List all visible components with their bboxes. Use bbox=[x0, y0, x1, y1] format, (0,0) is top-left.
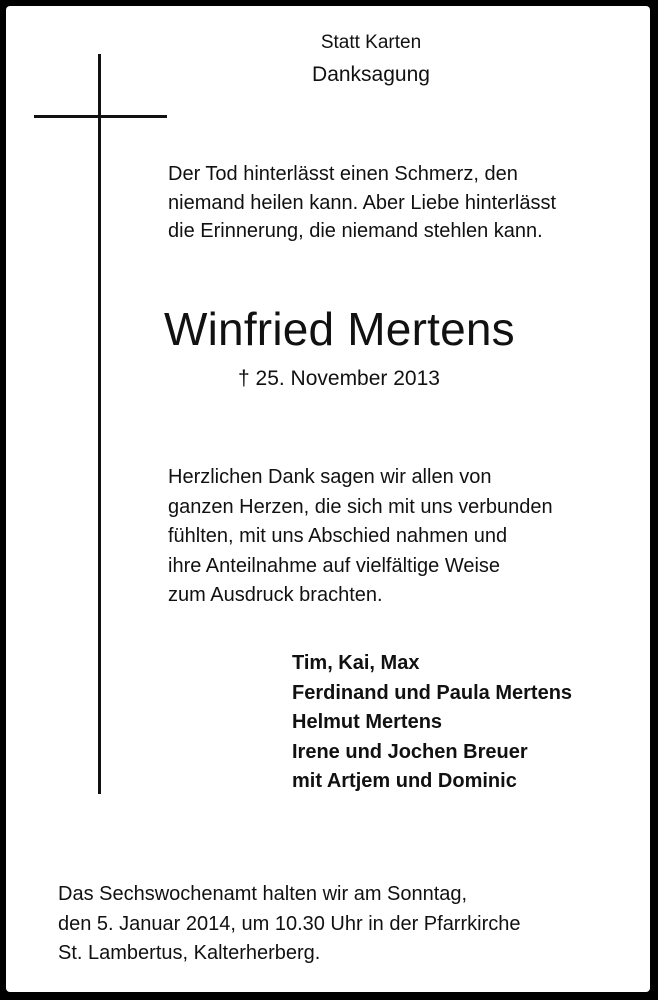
thanks-line: ganzen Herzen, die sich mit uns verbunden bbox=[168, 495, 553, 518]
service-notice bbox=[58, 880, 638, 969]
thanks-line: ihre Anteilnahme auf vielfältige Weise bbox=[168, 554, 501, 577]
notice-line: St. Lambertus, Kalterherberg. bbox=[58, 942, 321, 964]
thanks-line: Herzlichen Dank sagen wir allen von bbox=[168, 466, 492, 488]
signatory: Ferdinand und Paula Mertens bbox=[292, 681, 573, 704]
thanks-block bbox=[168, 463, 638, 611]
signatory: mit Artjem und Dominic bbox=[292, 770, 517, 792]
obituary-card bbox=[6, 6, 650, 992]
cross-horizontal-bar bbox=[34, 115, 167, 118]
thanks-line: fühlten, mit uns Abschied nahmen und bbox=[168, 525, 508, 547]
signatory: Helmut Mertens bbox=[292, 711, 443, 733]
header-statt-karten: Statt Karten bbox=[320, 32, 422, 53]
signatory: Irene und Jochen Breuer bbox=[292, 740, 528, 763]
notice-line: den 5. Januar 2014, um 10.30 Uhr in der Pfarrkirche bbox=[58, 912, 521, 935]
thanks-line: zum Ausdruck brachten. bbox=[168, 584, 383, 606]
quote-block bbox=[168, 160, 638, 246]
notice-line: Das Sechswochenamt halten wir am Sonntag, bbox=[58, 883, 468, 905]
cross-vertical-bar bbox=[98, 54, 101, 794]
quote-line: Der Tod hinterlässt einen Schmerz, den bbox=[168, 163, 518, 185]
signatory: Tim, Kai, Max bbox=[292, 652, 420, 674]
header-danksagung: Danksagung bbox=[312, 63, 430, 86]
quote-line: die Erinnerung, die niemand stehlen kann. bbox=[168, 220, 543, 242]
death-date: † 25. November 2013 bbox=[238, 367, 440, 390]
deceased-name: Winfried Mertens bbox=[164, 303, 515, 355]
signatories-block bbox=[292, 649, 572, 797]
quote-line: niemand heilen kann. Aber Liebe hinterlässt bbox=[168, 191, 557, 214]
